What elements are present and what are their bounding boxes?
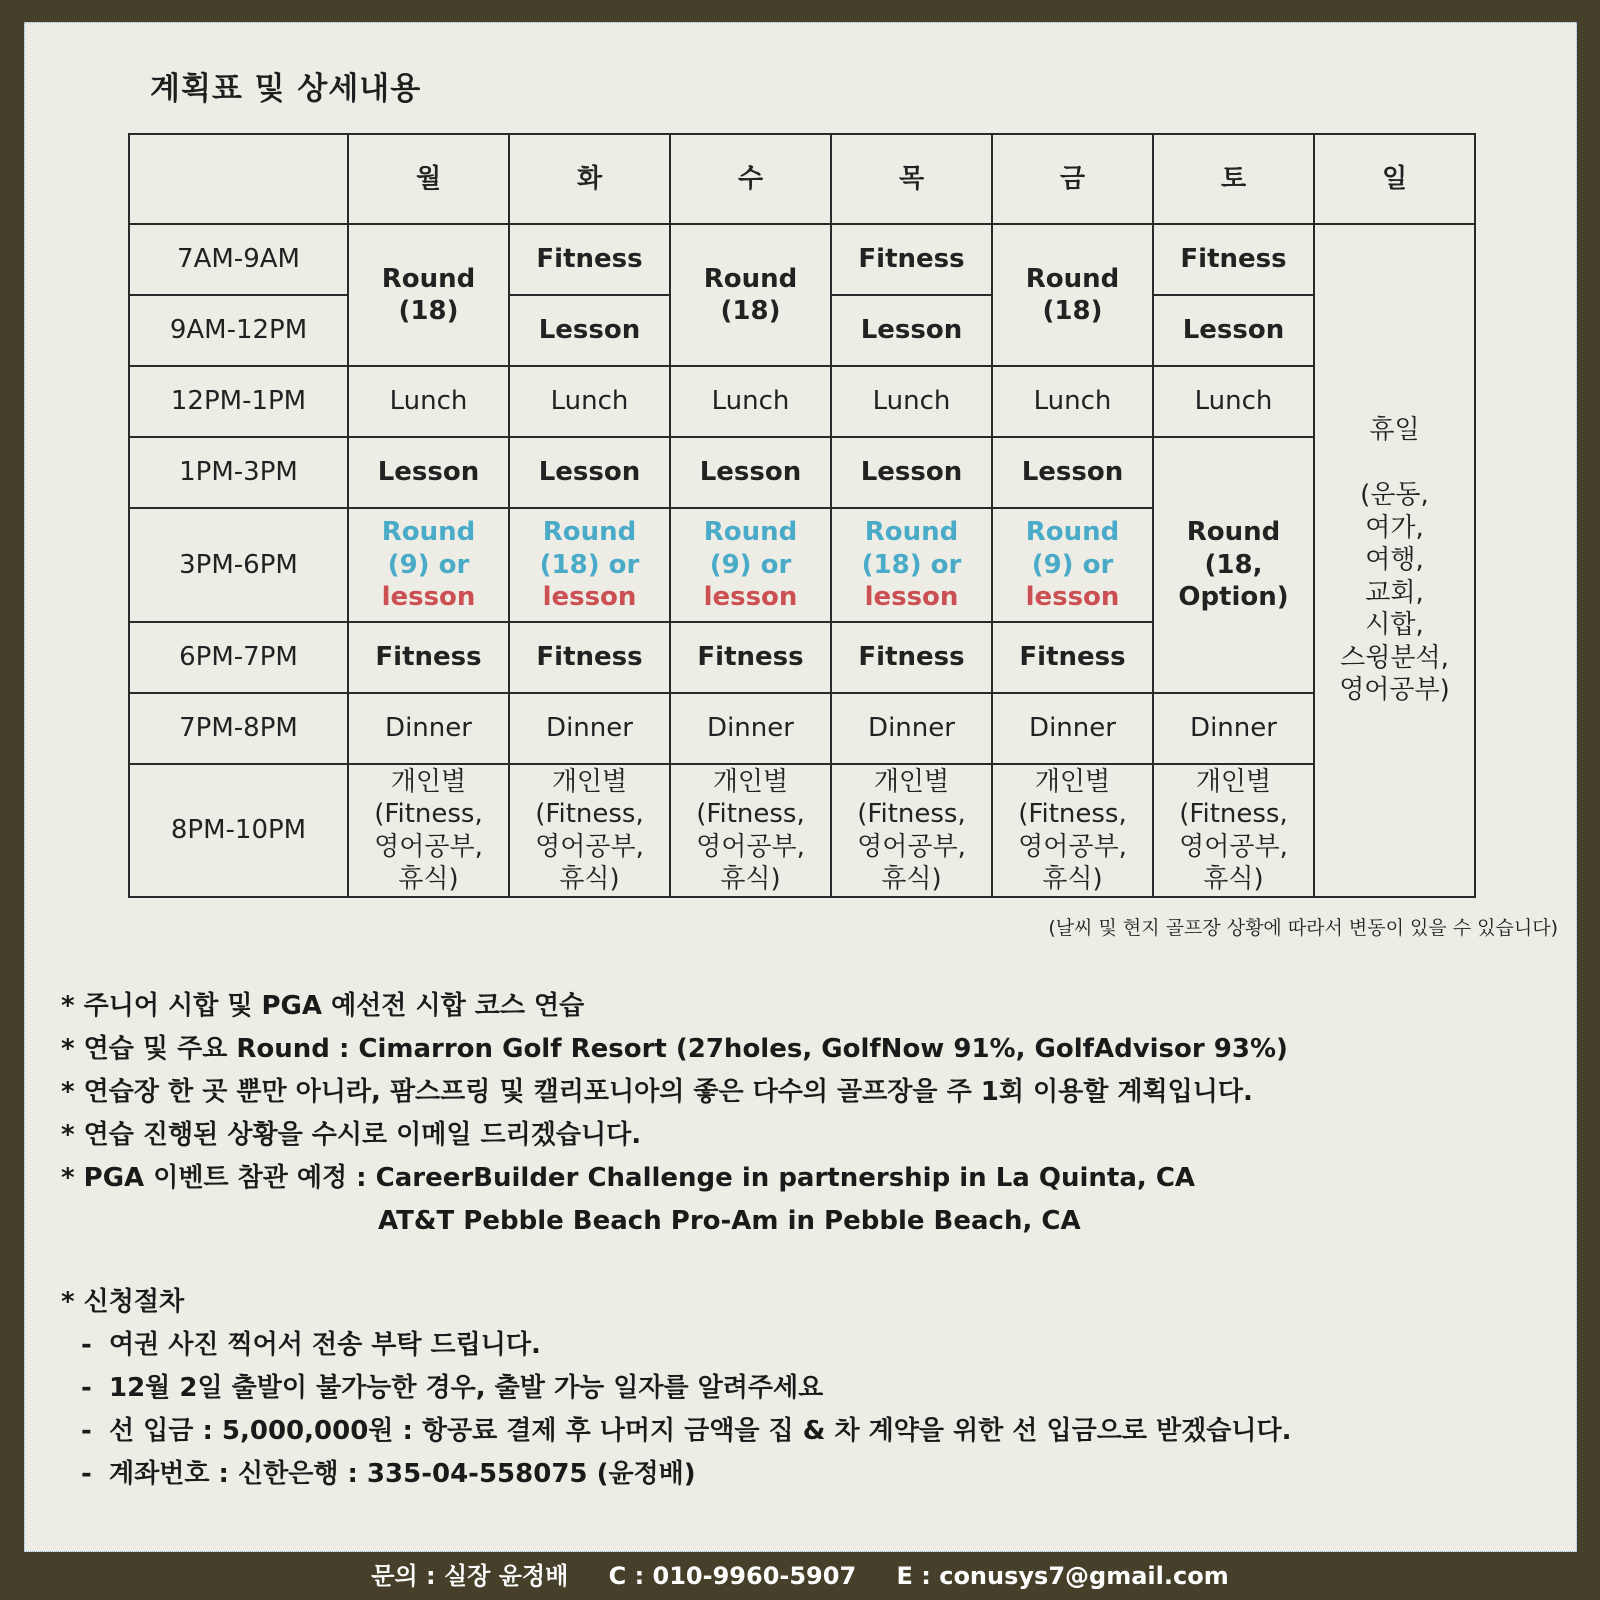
schedule-note: (날씨 및 현지 골프장 상황에 따라서 변동이 있을 수 있습니다) bbox=[1048, 917, 1558, 939]
time-label: 7PM-8PM bbox=[129, 693, 348, 764]
table-row bbox=[129, 224, 1475, 295]
apply-item-text: 여권 사진 찍어서 전송 부탁 드립니다. bbox=[109, 1330, 541, 1360]
header-corner-cell bbox=[129, 134, 348, 224]
round-holes: (18) bbox=[398, 296, 459, 326]
round-holes: (9) or bbox=[709, 549, 792, 580]
lunch-cell: Lunch bbox=[509, 366, 670, 437]
personal-cell bbox=[670, 764, 831, 897]
rest-line: (운동, bbox=[1360, 480, 1429, 511]
lunch-cell: Lunch bbox=[670, 366, 831, 437]
detail-line-continued: AT&T Pebble Beach Pro-Am in Pebble Beach, CA bbox=[378, 1206, 1081, 1236]
fitness-cell: Fitness bbox=[670, 622, 831, 693]
day-header-fri: 금 bbox=[992, 134, 1153, 224]
mon-round-or-lesson bbox=[348, 508, 509, 622]
lunch-cell: Lunch bbox=[831, 366, 992, 437]
personal-line: 휴식) bbox=[1203, 864, 1264, 894]
time-label: 9AM-12PM bbox=[129, 295, 348, 366]
personal-line: (Fitness, bbox=[374, 799, 483, 829]
personal-line: 개인별 bbox=[390, 766, 467, 797]
dinner-cell: Dinner bbox=[509, 693, 670, 764]
personal-line: (Fitness, bbox=[857, 799, 966, 829]
lesson-cell: Lesson bbox=[348, 437, 509, 508]
contact-name: 문의 : 실장 윤정배 bbox=[371, 1562, 569, 1590]
round-holes: (18) bbox=[1042, 296, 1103, 326]
round-label: Round bbox=[703, 263, 798, 294]
personal-line: 영어공부, bbox=[374, 831, 483, 862]
apply-item bbox=[61, 1324, 1291, 1367]
page-title: 계획표 및 상세내용 bbox=[150, 71, 422, 107]
day-header-mon: 월 bbox=[348, 134, 509, 224]
tue-lesson: Lesson bbox=[509, 295, 670, 366]
table-header-row bbox=[129, 134, 1475, 224]
round-label: Round bbox=[1025, 517, 1120, 548]
lunch-cell: Lunch bbox=[1153, 366, 1314, 437]
personal-cell bbox=[1153, 764, 1314, 897]
wed-round-or-lesson bbox=[670, 508, 831, 622]
personal-cell bbox=[831, 764, 992, 897]
round-holes: (18) or bbox=[861, 549, 962, 580]
lesson-label: lesson bbox=[703, 582, 798, 613]
round-label: Round bbox=[864, 517, 959, 548]
detail-line: * 연습 진행된 상황을 수시로 이메일 드리겠습니다. bbox=[61, 1120, 642, 1150]
thu-round-or-lesson bbox=[831, 508, 992, 622]
document-page bbox=[24, 22, 1577, 1552]
lunch-cell: Lunch bbox=[992, 366, 1153, 437]
fitness-cell: Fitness bbox=[509, 622, 670, 693]
rest-line: 영어공부) bbox=[1339, 675, 1450, 706]
time-label: 6PM-7PM bbox=[129, 622, 348, 693]
personal-line: 영어공부, bbox=[1018, 831, 1127, 862]
round-label: Round bbox=[703, 517, 798, 548]
contact-email[interactable]: E : conusys7@gmail.com bbox=[896, 1562, 1229, 1590]
tue-fitness: Fitness bbox=[509, 224, 670, 295]
rest-line: 여행, bbox=[1365, 545, 1424, 576]
table-row bbox=[129, 693, 1475, 764]
personal-line: 영어공부, bbox=[535, 831, 644, 862]
personal-line: 개인별 bbox=[1034, 766, 1111, 797]
personal-line: 휴식) bbox=[720, 864, 781, 894]
details-section bbox=[61, 985, 1291, 1496]
fitness-cell: Fitness bbox=[348, 622, 509, 693]
round-label: Round bbox=[542, 517, 637, 548]
wed-morning-round bbox=[670, 224, 831, 366]
spacer bbox=[61, 1243, 1291, 1281]
personal-cell bbox=[992, 764, 1153, 897]
detail-line: * PGA 이벤트 참관 예정 : CareerBuilder Challenge in partnership in La Quinta, CA bbox=[61, 1163, 1196, 1193]
detail-line: * 연습장 한 곳 뿐만 아니라, 팜스프링 및 캘리포니아의 좋은 다수의 골프장을 주 1회 이용할 계획입니다. bbox=[61, 1077, 1253, 1107]
round-option: Option) bbox=[1178, 582, 1289, 613]
lesson-label: lesson bbox=[381, 582, 476, 613]
round-holes: (9) or bbox=[1031, 549, 1114, 580]
dash-bullet: - bbox=[81, 1373, 92, 1403]
personal-line: 휴식) bbox=[398, 864, 459, 894]
round-label: Round bbox=[1025, 263, 1120, 294]
round-holes: (18) or bbox=[539, 549, 640, 580]
round-holes: (18) bbox=[720, 296, 781, 326]
apply-item-text: 계좌번호 : 신한은행 : 335-04-558075 (윤정배) bbox=[109, 1459, 696, 1489]
round-label: Round bbox=[381, 517, 476, 548]
dash-bullet: - bbox=[81, 1416, 92, 1446]
fri-round-or-lesson bbox=[992, 508, 1153, 622]
dash-bullet: - bbox=[81, 1459, 92, 1489]
dinner-cell: Dinner bbox=[1153, 693, 1314, 764]
lesson-cell: Lesson bbox=[992, 437, 1153, 508]
rest-line: 시합, bbox=[1365, 610, 1424, 641]
lesson-cell: Lesson bbox=[509, 437, 670, 508]
personal-cell bbox=[348, 764, 509, 897]
fitness-cell: Fitness bbox=[992, 622, 1153, 693]
rest-line: 교회, bbox=[1365, 577, 1424, 608]
personal-line: 영어공부, bbox=[696, 831, 805, 862]
round-label: Round bbox=[381, 263, 476, 294]
lesson-cell: Lesson bbox=[670, 437, 831, 508]
detail-line: * 연습 및 주요 Round : Cimarron Golf Resort (27holes, GolfNow 91%, GolfAdvisor 93%) bbox=[61, 1034, 1288, 1064]
tue-round-or-lesson bbox=[509, 508, 670, 622]
personal-line: 개인별 bbox=[873, 766, 950, 797]
personal-line: 영어공부, bbox=[1179, 831, 1288, 862]
personal-line: 휴식) bbox=[881, 864, 942, 894]
day-header-sun: 일 bbox=[1314, 134, 1475, 224]
thu-lesson: Lesson bbox=[831, 295, 992, 366]
lesson-label: lesson bbox=[542, 582, 637, 613]
apply-item bbox=[61, 1453, 1291, 1496]
personal-line: 영어공부, bbox=[857, 831, 966, 862]
mon-morning-round bbox=[348, 224, 509, 366]
day-header-sat: 토 bbox=[1153, 134, 1314, 224]
apply-item bbox=[61, 1367, 1291, 1410]
contact-phone[interactable]: C : 010-9960-5907 bbox=[608, 1562, 857, 1590]
detail-line: * 주니어 시합 및 PGA 예선전 시합 코스 연습 bbox=[61, 991, 585, 1021]
fri-morning-round bbox=[992, 224, 1153, 366]
lesson-cell: Lesson bbox=[831, 437, 992, 508]
dinner-cell: Dinner bbox=[670, 693, 831, 764]
personal-line: 휴식) bbox=[1042, 864, 1103, 894]
rest-line bbox=[1315, 447, 1474, 480]
apply-title: * 신청절차 bbox=[61, 1287, 185, 1317]
dinner-cell: Dinner bbox=[831, 693, 992, 764]
time-label: 12PM-1PM bbox=[129, 366, 348, 437]
sat-fitness: Fitness bbox=[1153, 224, 1314, 295]
personal-line: (Fitness, bbox=[696, 799, 805, 829]
time-label: 7AM-9AM bbox=[129, 224, 348, 295]
dinner-cell: Dinner bbox=[992, 693, 1153, 764]
day-header-wed: 수 bbox=[670, 134, 831, 224]
personal-line: (Fitness, bbox=[535, 799, 644, 829]
personal-line: (Fitness, bbox=[1018, 799, 1127, 829]
sat-afternoon-round bbox=[1153, 437, 1314, 693]
fitness-cell: Fitness bbox=[831, 622, 992, 693]
rest-line: 휴일 bbox=[1369, 415, 1420, 446]
footer-contact-bar bbox=[0, 1553, 1600, 1600]
round-label: Round bbox=[1186, 517, 1281, 548]
apply-item bbox=[61, 1410, 1291, 1453]
day-header-tue: 화 bbox=[509, 134, 670, 224]
time-label: 1PM-3PM bbox=[129, 437, 348, 508]
time-label: 3PM-6PM bbox=[129, 508, 348, 622]
personal-line: 휴식) bbox=[559, 864, 620, 894]
personal-line: (Fitness, bbox=[1179, 799, 1288, 829]
day-header-thu: 목 bbox=[831, 134, 992, 224]
table-row bbox=[129, 437, 1475, 508]
apply-item-text: 선 입금 : 5,000,000원 : 항공료 결제 후 나머지 금액을 집 & 차 계약을 위한 선 입금으로 받겠습니다. bbox=[109, 1416, 1292, 1446]
rest-line: 스윙분석, bbox=[1340, 642, 1449, 673]
personal-cell bbox=[509, 764, 670, 897]
round-holes: (18, bbox=[1204, 549, 1263, 580]
sat-lesson: Lesson bbox=[1153, 295, 1314, 366]
personal-line: 개인별 bbox=[551, 766, 628, 797]
lesson-label: lesson bbox=[864, 582, 959, 613]
table-row bbox=[129, 366, 1475, 437]
thu-fitness: Fitness bbox=[831, 224, 992, 295]
rest-line: 여가, bbox=[1365, 512, 1424, 543]
round-holes: (9) or bbox=[387, 549, 470, 580]
dash-bullet: - bbox=[81, 1330, 92, 1360]
apply-item-text: 12월 2일 출발이 불가능한 경우, 출발 가능 일자를 알려주세요 bbox=[109, 1373, 824, 1403]
table-row bbox=[129, 764, 1475, 897]
schedule-table bbox=[128, 133, 1476, 898]
lunch-cell: Lunch bbox=[348, 366, 509, 437]
personal-line: 개인별 bbox=[712, 766, 789, 797]
dinner-cell: Dinner bbox=[348, 693, 509, 764]
sun-rest-cell bbox=[1314, 224, 1475, 897]
time-label: 8PM-10PM bbox=[129, 764, 348, 897]
lesson-label: lesson bbox=[1025, 582, 1120, 613]
personal-line: 개인별 bbox=[1195, 766, 1272, 797]
